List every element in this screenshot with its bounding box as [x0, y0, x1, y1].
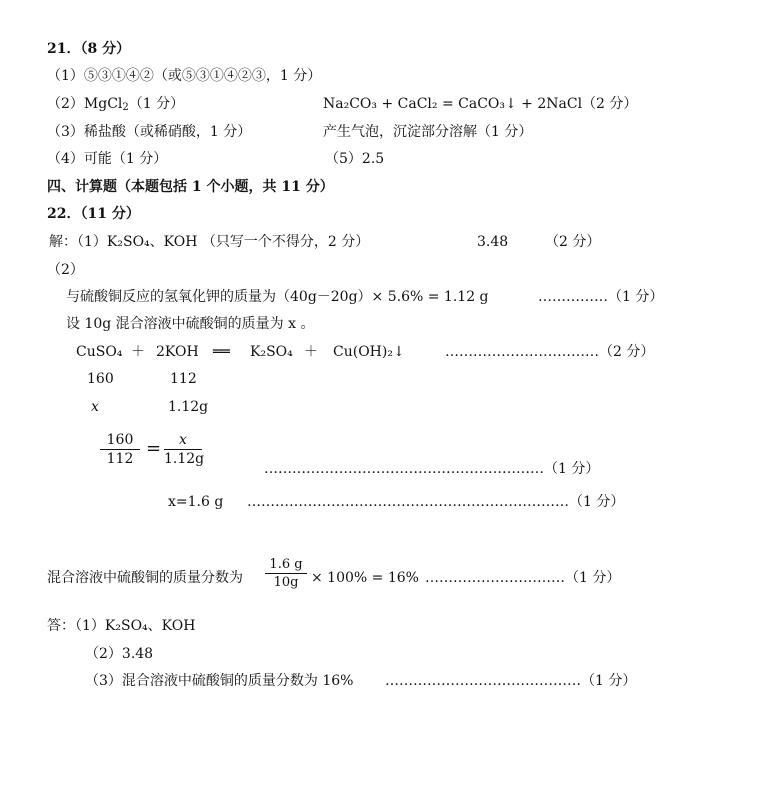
eq-plus-2: ＋ [304, 344, 318, 360]
q22-line1-value: 3.48 [477, 234, 509, 250]
q21-line4-left: （4）可能（1 分） [47, 151, 168, 167]
answer-line3-score: ……………………………………（1 分） [385, 673, 637, 689]
q22-line1-score: （2 分） [545, 234, 601, 250]
fraction-score: ……………………………………………………（1 分） [264, 461, 600, 477]
x-result: x=1.6 g [168, 494, 224, 510]
x-result-score: ……………………………………………………………（1 分） [247, 494, 625, 510]
q22-line3-score: ……………（1 分） [538, 289, 664, 305]
ratio-row1-a: 160 [87, 371, 114, 387]
mix-fraction [265, 557, 307, 590]
q21-line2-right: Na₂CO₃ + CaCl₂ = CaCO₃↓ + 2NaCl（2 分） [323, 96, 638, 112]
mix-score: …………………………（1 分） [425, 570, 621, 586]
eq-cuoh2: Cu(OH)₂↓ [333, 344, 405, 360]
mix-label: 混合溶液中硫酸铜的质量分数为 [47, 570, 243, 586]
q21-line2-sub: 2 [122, 102, 129, 113]
ratio-row2-a: x [91, 399, 99, 415]
fraction-right-den: 1.12g [164, 451, 205, 467]
section-4-title: 四、计算题（本题包括 1 个小题，共 11 分） [47, 179, 334, 195]
fraction-right [164, 432, 205, 467]
eq-k2so4: K₂SO₄ [250, 344, 293, 360]
answer-line3: （3）混合溶液中硫酸铜的质量分数为 16% [85, 673, 354, 689]
q22-line2: （2） [47, 262, 84, 278]
mix-result: × 100% = 16% [311, 570, 419, 586]
eq-cuso4: CuSO₄ [76, 344, 123, 360]
q21-line4-right: （5）2.5 [325, 151, 385, 167]
eq-score: ……………………………（2 分） [445, 344, 655, 360]
fraction-equals: = [146, 438, 162, 459]
eq-plus-1: ＋ [131, 344, 145, 360]
ratio-row1-b: 112 [170, 371, 197, 387]
q22-line3: 与硫酸铜反应的氢氧化钾的质量为（40g－20g）× 5.6% = 1.12 g [66, 289, 489, 305]
q21-line2-left [47, 95, 184, 117]
q21-line3-right: 产生气泡，沉淀部分溶解（1 分） [323, 124, 533, 140]
q21-line2-text: （2）MgCl [47, 96, 123, 112]
fraction-left-den: 112 [106, 451, 134, 467]
q22-header: 22．（11 分） [47, 206, 140, 222]
fraction-right-num: x [164, 432, 202, 450]
fraction-left [100, 432, 140, 467]
mix-fraction-den: 10g [273, 575, 299, 590]
answer-line2: （2）3.48 [85, 646, 154, 662]
fraction-left-num: 160 [100, 432, 140, 450]
q21-line2-tail: （1 分） [128, 96, 185, 112]
eq-2koh: 2KOH [156, 344, 199, 360]
ratio-row2-b: 1.12g [168, 399, 209, 415]
q21-line1: （1）⑤③①④②（或⑤③①④②③，1 分） [47, 68, 322, 84]
eq-equals: ══ [213, 344, 230, 360]
mix-fraction-num: 1.6 g [265, 557, 307, 574]
q21-line3-left: （3）稀盐酸（或稀硝酸，1 分） [47, 124, 252, 140]
q22-line1: 解：（1）K₂SO₄、KOH （只写一个不得分，2 分） [49, 234, 370, 250]
q21-header: 21．（8 分） [47, 41, 131, 57]
answer-line1: 答：（1）K₂SO₄、KOH [47, 618, 196, 634]
q22-line4: 设 10g 混合溶液中硫酸铜的质量为 x 。 [66, 316, 315, 332]
